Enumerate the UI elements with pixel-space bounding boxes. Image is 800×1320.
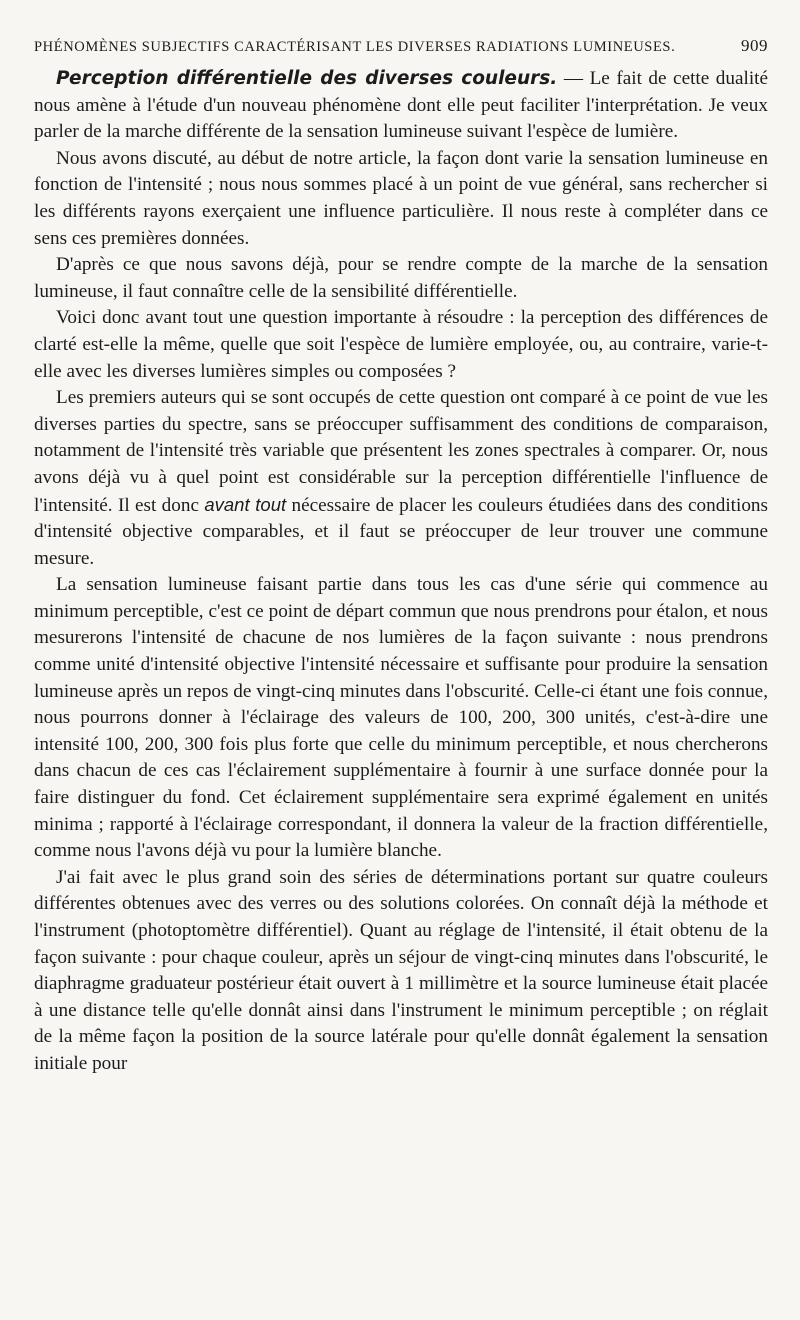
running-header [34, 36, 768, 62]
running-title: PHÉNOMÈNES SUBJECTIFS CARACTÉRISANT LES DIVERSES RADIATIONS LUMINEUSES. [34, 39, 676, 55]
body-text [34, 66, 768, 1078]
paragraph [34, 385, 768, 572]
emphasis: avant tout [204, 493, 287, 515]
paragraph: Nous avons discuté, au début de notre article, la façon dont varie la sensation lumineuse en fonction de l'intensité ; nous nous sommes placé à un point de vue général, sans rechercher si les différents rayons exerçaient une influence particulière. Il nous reste à compléter dans ce sens ces premières données. [34, 147, 768, 249]
paragraph: D'après ce que nous savons déjà, pour se rendre compte de la marche de la sensation lumineuse, il faut connaître celle de la sensibilité différentielle. [34, 254, 768, 302]
paragraph: Voici donc avant tout une question importante à résoudre : la perception des différences de clarté est-elle la même, quelle que soit l'espèce de lumière employée, ou, au contraire, varie-t-elle avec les diverses lumières simples ou composées ? [34, 307, 768, 382]
paragraph-intro [34, 66, 768, 146]
paragraph: La sensation lumineuse faisant partie dans tous les cas d'une série qui commence au minimum perceptible, c'est ce point de départ commun que nous prendrons pour étalon, et nous mesurerons l'intensité de chacune de nos lumières de la façon suivante : nous prendrons comme unité d'intensité objective l'intensité nécessaire et suffisante pour produire la sensation lumineuse après un repos de vingt-cinq minutes dans l'obscurité. Celle-ci étant une fois connue, nous pourrons donner à l'éclairage des valeurs de 100, 200, 300 unités, c'est-à-dire une intensité 100, 200, 300 fois plus forte que celle du minimum perceptible, et nous chercherons dans chacun de ces cas l'éclairement supplémentaire à fournir à une surface donnée pour la faire distinguer du fond. Cet éclairement supplémentaire sera exprimé également en unités minima ; rapporté à l'éclairage correspondant, il donnera la valeur de la fraction différentielle, comme nous l'avons déjà vu pour la lumière blanche. [34, 574, 768, 862]
paragraph: J'ai fait avec le plus grand soin des séries de déterminations portant sur quatre couleurs différentes obtenues avec des verres ou des solutions colorées. On connaît déjà la méthode et l'instrument (photoptomètre différentiel). Quant au réglage de l'intensité, il était obtenu de la façon suivante : pour chaque couleur, après un séjour de vingt-cinq minutes dans l'obscurité, le diaphragme graduateur postérieur était ouvert à 1 millimètre et la source lumineuse était placée à une distance telle qu'elle donnât ainsi dans l'instrument le minimum perceptible ; on réglait de la même façon la position de la source latérale pour qu'elle donnât également la sensation initiale pour [34, 866, 768, 1074]
paragraph-text: nécessaire de placer les couleurs étudiées dans des conditions d'intensité objective comparables, et il faut se préoccuper de leur trouver une commune mesure. [34, 494, 768, 569]
section-title: Perception différentielle des diverses couleurs. [56, 68, 558, 89]
paragraph-text: Les premiers auteurs qui se sont occupés de cette question ont comparé à ce point de vue les diverses parties du spectre, sans se préoccuper suffisamment des conditions de comparaison, notamment de l'intensité très variable que présentent les zones spectrales à comparer. Or, nous avons déjà vu à quel point est considérable sur la perception différentielle l'influence de l'intensité. Il est donc [34, 387, 768, 516]
page-number: 909 [741, 36, 768, 55]
paragraph-intro-text: — Le fait de cette dualité nous amène à l'étude d'un nouveau phénomène dont elle peut faciliter l'interprétation. Je veux parler de la marche différente de la sensation lumineuse suivant l'espèce de lumière. [34, 68, 769, 143]
